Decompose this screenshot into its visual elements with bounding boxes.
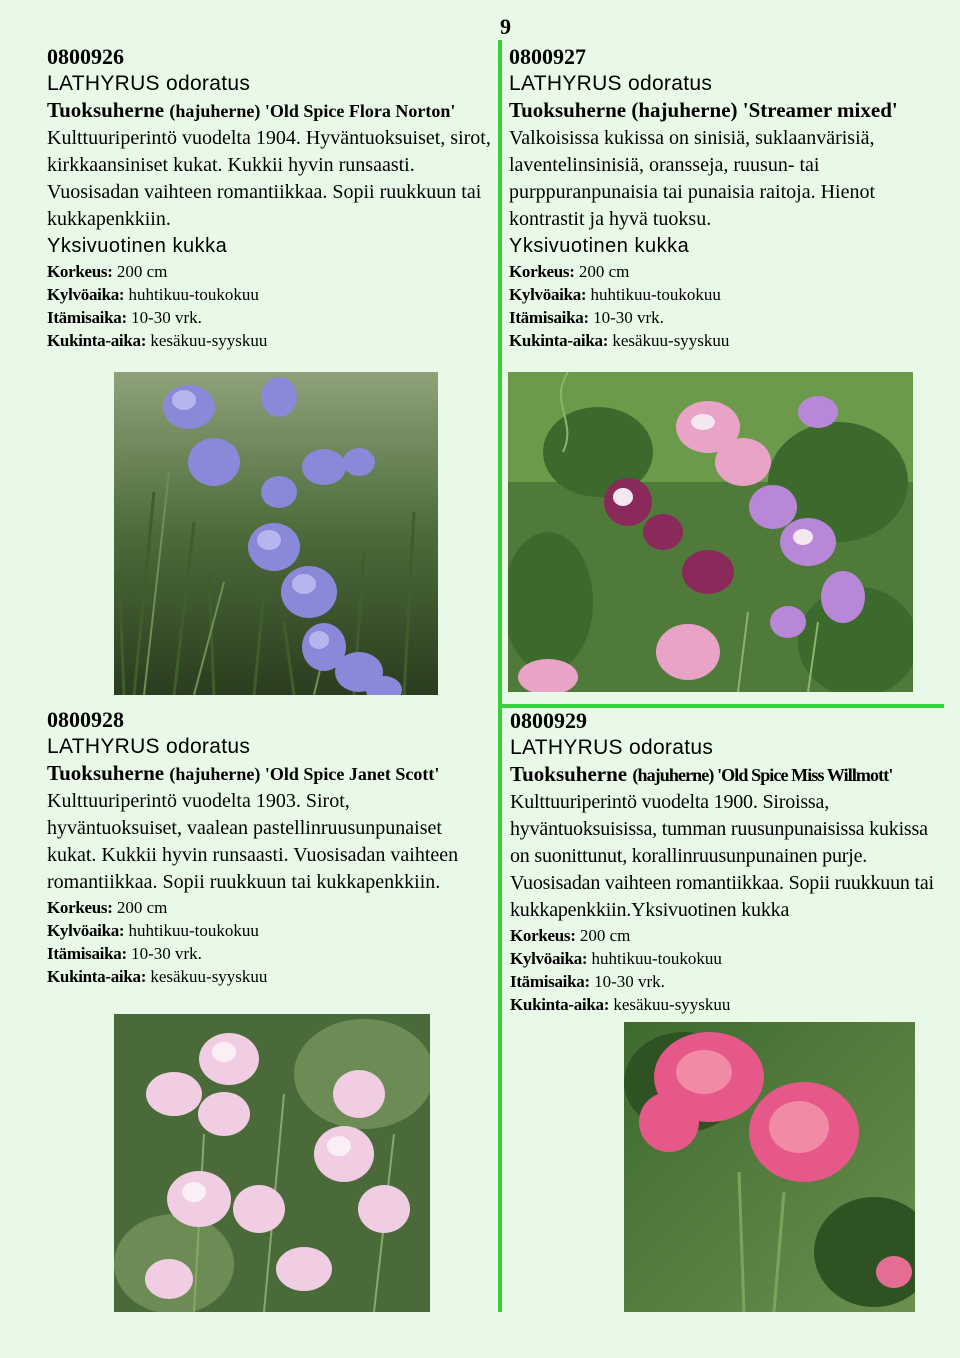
spec-flowering: Kukinta-aika: kesäkuu-syyskuu xyxy=(47,967,268,986)
spec-germination: Itämisaika: 10-30 vrk. xyxy=(47,944,202,963)
photo-streamer-mixed xyxy=(508,372,913,692)
spec-height: Korkeus: 200 cm xyxy=(509,262,630,281)
spec-height: Korkeus: 200 cm xyxy=(47,262,168,281)
product-description: Kulttuuriperintö vuodelta 1900. Siroissa, hyväntuoksuisissa, tumman ruusunpunaisissa kukissa on suonittunut, korallinruusunpunainen purje. Vuosisadan vaihteen romantiikkaa. Sopii ruukkuun tai kukkapenkkiin.Yksivuotinen kukka xyxy=(510,791,934,921)
product-entry-0800927 xyxy=(509,43,939,352)
plant-type: Yksivuotinen kukka xyxy=(47,235,228,257)
spec-flowering: Kukinta-aika: kesäkuu-syyskuu xyxy=(509,331,730,350)
product-entry-0800929 xyxy=(510,707,940,1016)
product-entry-0800928 xyxy=(47,706,487,988)
spec-sowing: Kylvöaika: huhtikuu-toukokuu xyxy=(509,285,721,304)
product-description: Kulttuuriperintö vuodelta 1904. Hyväntuoksuiset, sirot, kirkkaansiniset kukat. Kukkii hyvin runsaasti. Vuosisadan vaihteen romantiikkaa. Sopii ruukkuun tai kukkapenkkiin. xyxy=(47,127,491,230)
product-entry-0800926 xyxy=(47,43,492,352)
plant-type: Yksivuotinen kukka xyxy=(509,235,690,257)
product-name: Tuoksuherne (hajuherne) 'Old Spice Janet Scott' xyxy=(47,761,440,785)
spec-germination: Itämisaika: 10-30 vrk. xyxy=(510,972,665,991)
product-name: Tuoksuherne (hajuherne) 'Old Spice Flora Norton' xyxy=(47,98,456,122)
photo-flora-norton xyxy=(114,372,438,695)
product-name: Tuoksuherne (hajuherne) 'Streamer mixed' xyxy=(509,98,898,122)
spec-height: Korkeus: 200 cm xyxy=(47,898,168,917)
spec-sowing: Kylvöaika: huhtikuu-toukokuu xyxy=(510,949,722,968)
photo-janet-scott xyxy=(114,1014,430,1312)
product-description: Valkoisissa kukissa on sinisiä, suklaanvärisiä, laventelinsinisiä, oransseja, ruusun- tai purppuranpunaisia tai punaisia raitoja. Hienot kontrastit ja hyvä tuoksu. xyxy=(509,127,876,230)
product-code: 0800926 xyxy=(47,44,124,69)
spec-sowing: Kylvöaika: huhtikuu-toukokuu xyxy=(47,921,259,940)
page-number: 9 xyxy=(500,14,511,39)
latin-name: LATHYRUS odoratus xyxy=(47,72,251,95)
spec-height: Korkeus: 200 cm xyxy=(510,926,631,945)
product-description: Kulttuuriperintö vuodelta 1903. Sirot, hyväntuoksuiset, vaalean pastellinruusunpunaiset kukat. Kukkii hyvin runsaasti. Vuosisadan vaihteen romantiikkaa. Sopii ruukkuun tai kukkapenkkiin. xyxy=(47,790,459,893)
photo-miss-willmott xyxy=(624,1022,915,1312)
product-code: 0800929 xyxy=(510,708,587,733)
spec-germination: Itämisaika: 10-30 vrk. xyxy=(47,308,202,327)
product-code: 0800928 xyxy=(47,707,124,732)
latin-name: LATHYRUS odoratus xyxy=(510,736,714,759)
product-code: 0800927 xyxy=(509,44,586,69)
product-name: Tuoksuherne (hajuherne) 'Old Spice Miss Willmott' xyxy=(510,762,893,786)
latin-name: LATHYRUS odoratus xyxy=(47,735,251,758)
spec-flowering: Kukinta-aika: kesäkuu-syyskuu xyxy=(47,331,268,350)
latin-name: LATHYRUS odoratus xyxy=(509,72,713,95)
spec-sowing: Kylvöaika: huhtikuu-toukokuu xyxy=(47,285,259,304)
vertical-divider xyxy=(498,40,502,1312)
spec-germination: Itämisaika: 10-30 vrk. xyxy=(509,308,664,327)
spec-flowering: Kukinta-aika: kesäkuu-syyskuu xyxy=(510,995,731,1014)
